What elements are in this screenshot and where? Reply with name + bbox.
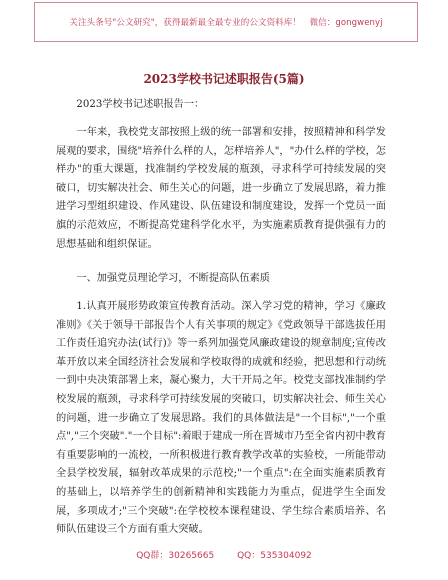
greeting-line: 2023学校书记述职报告一： bbox=[76, 99, 205, 110]
intro-paragraph: 一年来，我校党支部按照上级的统一部署和安排，按照精神和科学发展观的要求，围绕"培养什么样的人，怎样培养人"，"办什么样的学校，怎样办"的重大课题，找准制约学校发展的瓶颈，寻求科学可持续发展的突破口，切实解决社会、师生关心的问题，进一步确立了发展思路，着力推进学习型组织建设、作风建设、队伍建设和制度建设，发挥一个党员一面旗的示范效应，不断提高党建科学化水平，为实施素质教育提供强有力的思想基础和组织保证。 bbox=[56, 127, 386, 250]
section-heading: 一、加强党员理论学习，不断提高队伍素质 bbox=[76, 273, 270, 284]
qq-text: QQ：535304092 bbox=[237, 551, 312, 561]
document-title: 2023学校书记述职报告(5篇) bbox=[143, 72, 305, 86]
promo-banner bbox=[34, 2, 418, 42]
qq-group-text: QQ群：30265665 bbox=[136, 551, 215, 561]
contact-footer bbox=[0, 548, 448, 561]
body-paragraph: 1.认真开展形势政策宣传教育活动。深入学习党的精神，学习《廉政准则》《关于领导干部报告个人有关事项的规定》《党政领导干部选拔任用工作责任追究办法(试行)》等一系列加强党风廉政建设的规章制度;宣传改革开放以来全国经济社会发展和学校取得的成就和经验，把思想和行动统一到中央决策部署上来，凝心聚力，大干开局之年。校党支部找准制约学校发展的瓶颈，寻求科学可持续发展的突破口，切实解决社会、师生关心的问题，进一步确立了发展思路。我们的具体做法是"一个目标","一个重点","三个突破"."一个目标":着眼于建成一所在晋城市乃至全省内初中教育有重要影响的一流校，一所积极进行教育教学改革的实验校，一所能带动全县学校发展，辐射改革成果的示范校;"一个重点":在全面实施素质教育的基础上，以培养学生的创新精神和实践能力为重点，促进学生全面发展，多项成才;"三个突破":在学校校本课程建设、学生综合素质培养、名师队伍建设三个方面有重大突破。 bbox=[56, 301, 386, 536]
promo-banner-text: 关注头条号"公文研究"，获得最新最全最专业的公文资料库！ 微信：gongwenyj bbox=[69, 18, 383, 28]
